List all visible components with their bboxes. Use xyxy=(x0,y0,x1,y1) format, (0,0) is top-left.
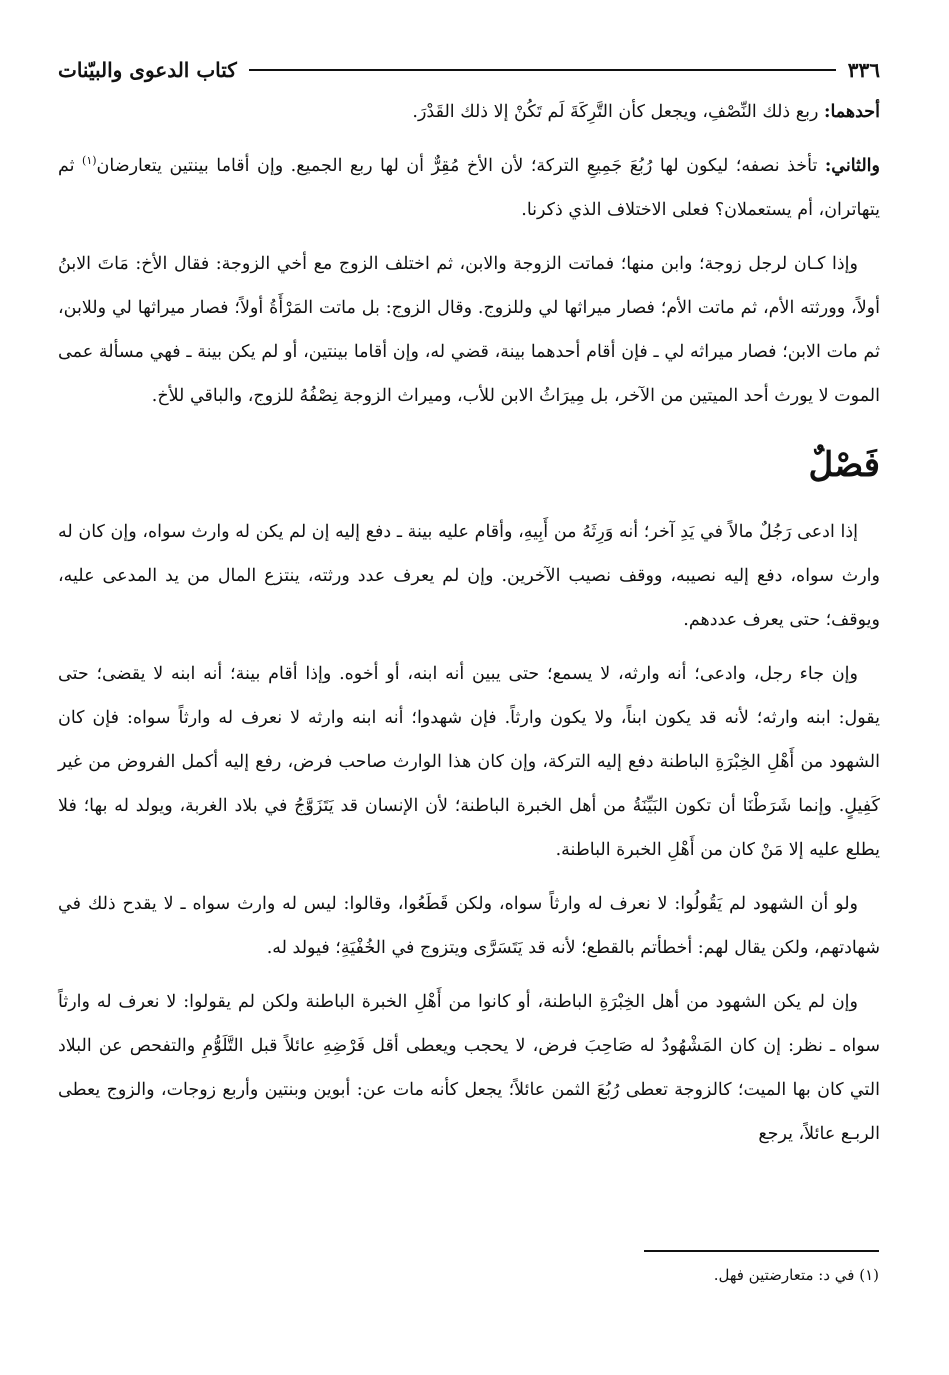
main-text xyxy=(58,90,880,1156)
paragraph-heir-claim: وإن جاء رجل، وادعى؛ أنه وارثه، لا يسمع؛ حتى يبين أنه ابنه، أو أخوه. وإذا أقام بينة؛ أنه ابنه لا يقضى؛ حتى يقول: ابنه وارثه؛ لأنه قد يكون ابناً، ولا يكون وارثاً. فإن شهدوا؛ أنه ابنه وارثه لا نعرف له وارثاً سواه: فإن كان الشهود من أَهْلِ الخِبْرَةِ الباطنة دفع إليه التركة، وإن كان هذا الوارث صاحب فرض، رفع إليه أكمل الفروض من غير كَفِيلٍ. وإنما شَرَطْنَا أن تكون البَيِّنَةُ من أهل الخبرة الباطنة؛ لأن الإنسان قد يَتَزَوَّجُ في بلاد الغربة، ويولد له بها؛ فلا يطلع عليه إلا مَنْ كان من أَهْلِ الخبرة الباطنة. xyxy=(58,664,880,860)
running-header xyxy=(58,50,880,90)
paragraph-witness-wording: ولو أن الشهود لم يَقُولُوا: لا نعرف له وارثاً سواه، ولكن قَطَعُوا، وقالوا: ليس له وارث سواه ـ لا يقدح ذلك في شهادتهم، ولكن يقال لهم: أخطأتم بالقطع؛ لأنه قد يَتَسَرَّى ويتزوج في الخُفْيَةِ؛ فيولد له. xyxy=(58,894,880,958)
paragraph-inheritance-claim: إذا ادعى رَجُلٌ مالاً في يَدِ آخر؛ أنه وَرِثَهُ من أَبِيهِ، وأقام عليه بينة ـ دفع إليه إن لم يكن له وارث سواه، وإن كان له وارث سواه، دفع إليه نصيبه، ووقف نصيب الآخرين. وإن لم يعرف عدد ورثته، ينتزع المال من يد المدعى عليه، ويوقف؛ حتى يعرف عددهم. xyxy=(58,522,880,630)
paragraph-husband-wife-case: وإذا كـان لرجل زوجة؛ وابن منها؛ فماتت الزوجة والابن، ثم اختلف الزوج مع أخي الزوجة: فقال الأخ: مَاتَ الابنُ أولاً، وورثته الأم، ثم ماتت الأم؛ فصار ميراثها لي وللزوج. وقال الزوج: بل ماتت المَرْأَةُ أولاً؛ فصار ميراثها لي وللابن، ثم مات الابن؛ فصار ميراثه لي ـ فإن أقام أحدهما بينة، قضي له، وإن أقاما بينتين، أو لم يكن بينة ـ فهي مسألة عمى الموت لا يورث أحد الميتين من الآخر، بل مِيرَاثُ الابن للأب، وميراث الزوجة نِصْفُهُ للزوج، والباقي للأخ. xyxy=(58,254,880,406)
paragraph-first-opinion xyxy=(58,90,880,134)
footnote-rule xyxy=(644,1250,879,1252)
footnote-marker: (١) xyxy=(82,154,97,168)
book-page xyxy=(58,50,880,1166)
page-number: ٣٣٦ xyxy=(847,58,880,82)
footnote: (١) في د: متعارضتين فهل. xyxy=(713,1266,879,1284)
section-heading: فَصْلٌ xyxy=(808,445,880,485)
paragraph-text: تأخذ نصفه؛ ليكون لها رُبُعَ جَمِيعِ التركة؛ لأن الأخ مُقِرٌّ أن لها ربع الجميع. وإن أقاما بينتين يتعارضان xyxy=(96,156,825,176)
book-title: كتاب الدعوى والبيّنات xyxy=(58,58,237,82)
paragraph-text: ربع ذلك النِّصْفِ، ويجعل كأن التَّرِكَةَ لَم تَكُنْ إلا ذلك القَدْرَ. xyxy=(412,102,824,122)
paragraph-second-opinion xyxy=(58,144,880,232)
paragraph-text-continued: ثم يتهاتران، أم يستعملان؟ فعلى الاختلاف الذي ذكرنا. xyxy=(58,156,880,220)
paragraph-non-expert-witnesses: وإن لم يكن الشهود من أهل الخِبْرَةِ الباطنة، أو كانوا من أَهْلِ الخبرة الباطنة ولكن لم يقولوا: لا نعرف له وارثاً سواه ـ نظر: إن كان المَشْهُودُ له صَاحِبَ فرض، لا يحجب ويعطى أقل فَرْضِهِ عائلاً قبل التَّلَوُّمِ والتفحص عن البلاد التي كان بها الميت؛ كالزوجة تعطى رُبُعَ الثمن عائلاً؛ يجعل كأنه مات عن: أبوين وبنتين وأربع زوجات، والزوج يعطى الربـع عائلاً، يرجع xyxy=(58,992,880,1144)
header-rule xyxy=(249,69,836,71)
paragraph-lead: أحدهما: xyxy=(823,102,880,122)
paragraph-lead: والثاني: xyxy=(824,156,880,176)
